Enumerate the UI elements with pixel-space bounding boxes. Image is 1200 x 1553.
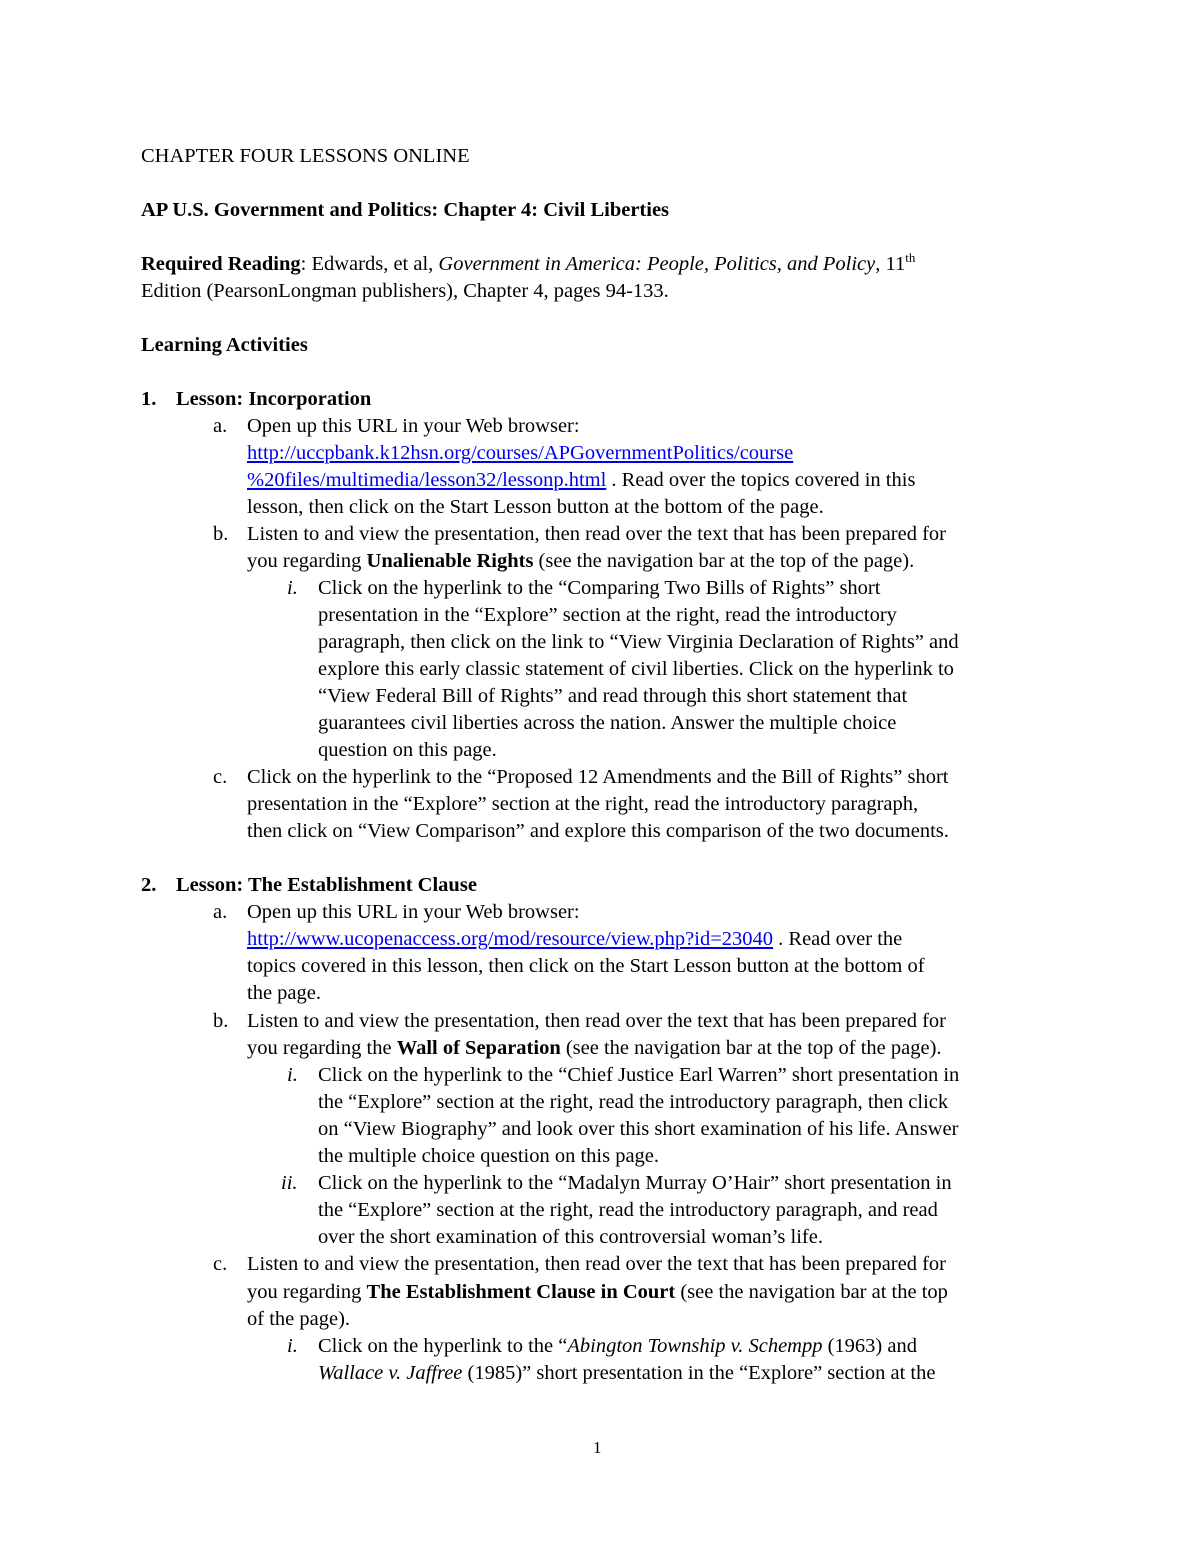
lesson-1-a-line: lesson, then click on the Start Lesson button at the bottom of the page. — [247, 496, 824, 518]
lesson-2-a-marker: a. — [213, 901, 228, 923]
lesson-2-url-line: http://www.ucopenaccess.org/mod/resource/view.php?id=23040 . Read over the — [247, 928, 903, 950]
lesson-2-b-i-line: Click on the hyperlink to the “Chief Justice Earl Warren” short presentation in — [318, 1064, 960, 1086]
case-name: Abington Township v. Schempp — [567, 1335, 823, 1357]
lesson-2-b-i-line: the “Explore” section at the right, read the introductory paragraph, then click — [318, 1091, 949, 1113]
lesson-1-a-marker: a. — [213, 415, 228, 437]
lesson-1-b-i-line: “View Federal Bill of Rights” and read through this short statement that — [318, 685, 908, 707]
lesson-2-url-link[interactable]: http://www.ucopenaccess.org/mod/resource/view.php?id=23040 — [247, 928, 774, 950]
lesson-1-b-i-marker: i. — [287, 577, 298, 599]
lesson-2-a-line: Open up this URL in your Web browser: — [247, 901, 580, 923]
lesson-2-b-i-line: on “View Biography” and look over this short examination of his life. Answer — [318, 1118, 959, 1140]
lesson-1-url-link-2[interactable]: %20files/multimedia/lesson32/lessonp.html — [247, 469, 607, 491]
establishment-clause-term: The Establishment Clause in Court — [366, 1281, 676, 1303]
document-header: CHAPTER FOUR LESSONS ONLINE — [141, 145, 470, 167]
lesson-2-c-line: Listen to and view the presentation, then read over the text that has been prepared for — [247, 1253, 947, 1275]
lesson-2-b-i-marker: i. — [287, 1064, 298, 1086]
lesson-1-b-line: you regarding Unalienable Rights (see the navigation bar at the top of the page). — [247, 550, 915, 572]
required-reading-line-2: Edition (PearsonLongman publishers), Chapter 4, pages 94-133. — [141, 280, 669, 302]
lesson-1-c-marker: c. — [213, 766, 228, 788]
lesson-2-b-line: Listen to and view the presentation, then read over the text that has been prepared for — [247, 1010, 947, 1032]
lesson-2-b-ii-line: Click on the hyperlink to the “Madalyn Murray O’Hair” short presentation in — [318, 1172, 952, 1194]
lesson-2-c-line: you regarding The Establishment Clause in Court (see the navigation bar at the top — [247, 1281, 948, 1303]
lesson-1-url-line-2: %20files/multimedia/lesson32/lessonp.html . Read over the topics covered in this — [247, 469, 916, 491]
lesson-2-c-line: of the page). — [247, 1308, 351, 1330]
lesson-2-a-line: topics covered in this lesson, then click on the Start Lesson button at the bottom of — [247, 955, 925, 977]
lesson-2-b-ii-line: the “Explore” section at the right, read the introductory paragraph, and read — [318, 1199, 938, 1221]
lesson-1-b-i-line: question on this page. — [318, 739, 497, 761]
lesson-1-c-line: Click on the hyperlink to the “Proposed 12 Amendments and the Bill of Rights” short — [247, 766, 949, 788]
lesson-2-b-ii-marker: ii. — [281, 1172, 298, 1194]
required-reading-line: Required Reading: Edwards, et al, Government in America: People, Politics, and Policy, 11th — [141, 250, 916, 275]
lesson-2-c-i-line: Wallace v. Jaffree (1985)” short presentation in the “Explore” section at the — [318, 1362, 936, 1384]
lesson-2-a-line: the page. — [247, 982, 321, 1004]
lesson-1-c-line: presentation in the “Explore” section at the right, read the introductory paragraph, — [247, 793, 919, 815]
lesson-1-a-line: Open up this URL in your Web browser: — [247, 415, 580, 437]
lesson-1-b-marker: b. — [213, 523, 229, 545]
lesson-1-b-i-line: Click on the hyperlink to the “Comparing Two Bills of Rights” short — [318, 577, 881, 599]
lesson-1-b-i-line: guarantees civil liberties across the nation. Answer the multiple choice — [318, 712, 897, 734]
wall-of-separation-term: Wall of Separation — [396, 1037, 561, 1059]
lesson-2-c-i-marker: i. — [287, 1335, 298, 1357]
lesson-2-b-line: you regarding the Wall of Separation (see the navigation bar at the top of the page). — [247, 1037, 942, 1059]
lesson-1-url-part-1[interactable] — [247, 440, 793, 467]
lesson-1-title: Lesson: Incorporation — [176, 388, 372, 410]
lesson-1-number: 1. — [141, 388, 157, 410]
lesson-2-number: 2. — [141, 874, 157, 896]
learning-activities-heading: Learning Activities — [141, 334, 308, 356]
unalienable-rights-term: Unalienable Rights — [366, 550, 534, 572]
lesson-2-b-marker: b. — [213, 1010, 229, 1032]
lesson-2-b-ii-line: over the short examination of this controversial woman’s life. — [318, 1226, 823, 1248]
lesson-2-c-marker: c. — [213, 1253, 228, 1275]
course-title: AP U.S. Government and Politics: Chapter 4: Civil Liberties — [141, 199, 670, 221]
lesson-2-title: Lesson: The Establishment Clause — [176, 874, 477, 896]
lesson-1-url-link-1[interactable]: http://uccpbank.k12hsn.org/courses/APGovernmentPolitics/course — [247, 442, 794, 464]
book-title: Government in America: People, Politics, and Policy — [438, 253, 876, 275]
lesson-2-b-i-line: the multiple choice question on this page. — [318, 1145, 660, 1167]
lesson-1-b-i-line: explore this early classic statement of civil liberties. Click on the hyperlink to — [318, 658, 954, 680]
lesson-1-b-i-line: paragraph, then click on the link to “View Virginia Declaration of Rights” and — [318, 631, 959, 653]
lesson-2-c-i-line: Click on the hyperlink to the “Abington Township v. Schempp (1963) and — [318, 1335, 917, 1357]
case-name: Wallace v. Jaffree — [318, 1362, 463, 1384]
lesson-1-b-line: Listen to and view the presentation, then read over the text that has been prepared for — [247, 523, 947, 545]
page-number: 1 — [593, 1438, 602, 1457]
lesson-1-b-i-line: presentation in the “Explore” section at the right, read the introductory — [318, 604, 897, 626]
lesson-1-c-line: then click on “View Comparison” and explore this comparison of the two documents. — [247, 820, 949, 842]
required-reading-label: Required Reading — [141, 253, 301, 275]
